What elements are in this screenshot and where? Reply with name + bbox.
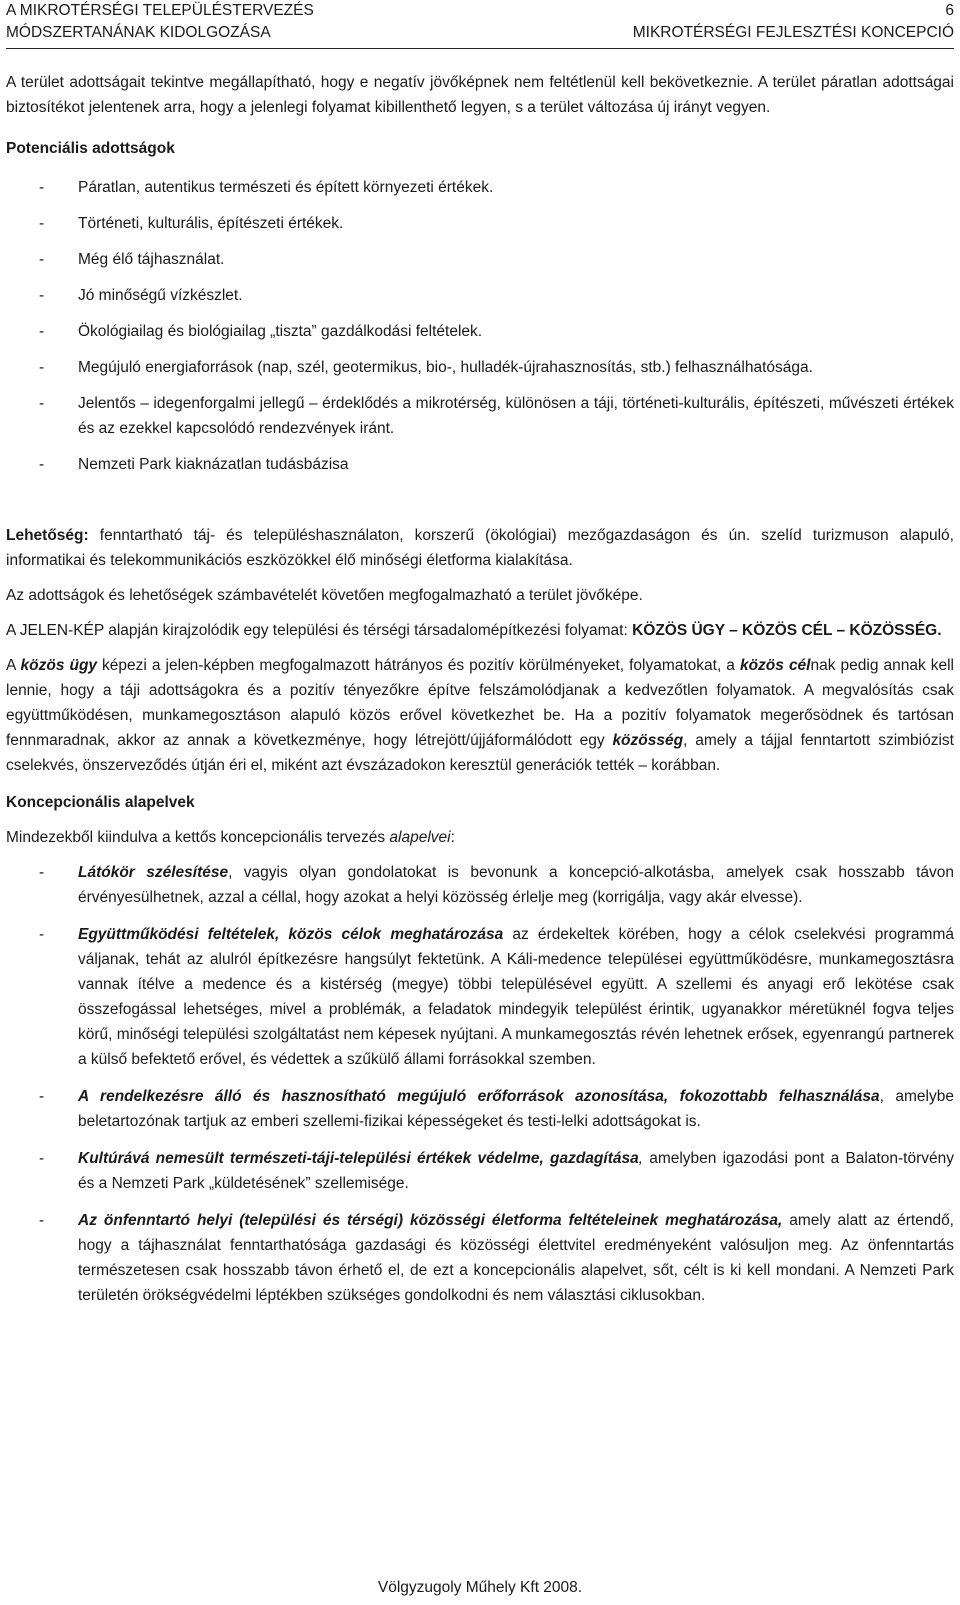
dash-bullet: - (39, 251, 45, 268)
principle-title: A rendelkezésre álló és hasznosítható megújuló erőforrások azonosítása, fokozottabb felhasználása (78, 1088, 880, 1105)
principle-item (6, 1146, 954, 1196)
cel-term: cél (788, 657, 811, 674)
principle-text: , amelybe beletartozónak tartjuk az emberi szellemi-fizikai képességeket és testi-lelki adottságokat is. (78, 1088, 954, 1130)
list-item (6, 355, 954, 380)
opportunity-text: fenntartható táj- és településhasználaton, korszerű (ökológiai) mezőgazdaságon és ún. szelíd turizmuson alapuló, informatikai és telekommunikációs eszközökkel élő minőségi életforma kialakítása. (6, 527, 954, 569)
dash-bullet: - (39, 323, 45, 340)
list-item (6, 391, 954, 441)
list-item-text: Jelentős – idegenforgalmi jellegű – érdeklődés a mikrotérség, különösen a táji, történeti-kulturális, építészeti, művészeti értékek és az ezekkel kapcsolódó rendezvények iránt. (78, 395, 954, 437)
dash-bullet: - (39, 395, 45, 412)
header-title-line2: MÓDSZERTANÁNAK KIDOLGOZÁSA (6, 24, 271, 41)
header-concept-title: MIKROTÉRSÉGI FEJLESZTÉSI KONCEPCIÓ (632, 24, 954, 41)
principles-intro (6, 825, 954, 850)
dash-bullet: - (39, 215, 45, 232)
dash-bullet: - (39, 1088, 45, 1105)
principle-title: Kultúrává nemesült természeti-táji-települési értékek védelme, gazdagítása (78, 1150, 639, 1167)
dash-bullet: - (39, 456, 45, 473)
principle-item (6, 922, 954, 1072)
dash-bullet: - (39, 926, 45, 943)
page-header (6, 0, 954, 49)
vision-paragraph: Az adottságok és lehetőségek számbavételét követően megfogalmazható a terület jövőképe. (6, 587, 643, 604)
dash-bullet: - (39, 359, 45, 376)
text-run: nak pedig annak kell lennie, hogy a táji adottságokra és a pozitív tényezőkre építve felszámolódjanak a kedvezőtlen folyamatok. A megvalósítás csak együttműködésen, munkamegosztáson alapuló közös erővel következhet be. Ha a pozitív folyamatok megerősödnek és tartósan fennmaradnak, akkor az annak a következménye, hogy létrejött/újjáformálódott egy (6, 657, 954, 749)
list-item (6, 247, 954, 272)
kozosseg-term: közösség (612, 732, 684, 749)
dash-bullet: - (39, 179, 45, 196)
principles-list (6, 860, 954, 1308)
text-run: , amely a tájjal fenntartott szimbiózist cselekvés, önszerveződés útján éri el, miként azt évszázadokon keresztül generációk tették – korábban. (6, 732, 954, 774)
principle-title: Látókör szélesítése (78, 864, 229, 881)
principle-text: amely alatt az értendő, hogy a tájhasználat fenntarthatósága gazdasági és közösségi élettvitel eredményeként valósuljon meg. Az önfenntartás természetesen csak hosszabb távon érhető el, de ezt a koncepcionális alapelvet, sőt, célt is ki kell mondani. A Nemzeti Park területén örökségvédelmi léptékben szükséges gondolkodni és nem választási ciklusokban. (78, 1212, 954, 1304)
principle-text: , vagyis olyan gondolatokat is bevonunk a koncepció-alkotásba, amelyek csak hosszabb távon érvényesülhetnek, azzal a céllal, hogy azokat a helyi közösség érlelje meg (korrigálja, vagy akár elvesse). (78, 864, 954, 906)
potential-heading: Potenciális adottságok (6, 140, 175, 157)
list-item (6, 452, 954, 477)
page-body (6, 70, 954, 1308)
list-item-text: Történeti, kulturális, építészeti értékek. (78, 215, 344, 232)
list-item (6, 319, 954, 344)
jelen-kep-text: A JELEN-KÉP alapján kirajzolódik egy települési és térségi társadalomépítkezési folyamat: (6, 622, 633, 639)
principle-item (6, 1084, 954, 1134)
principle-item (6, 860, 954, 910)
principles-intro-italic: alapelvei (389, 829, 451, 846)
opportunity-paragraph (6, 523, 954, 573)
list-item-text: Még élő tájhasználat. (78, 251, 225, 268)
page-number: 6 (945, 2, 954, 19)
list-item (6, 211, 954, 236)
dash-bullet: - (39, 1212, 45, 1229)
list-item (6, 175, 954, 200)
jelen-kep-paragraph (6, 618, 954, 643)
list-item-text: Nemzeti Park kiaknázatlan tudásbázisa (78, 456, 349, 473)
list-item-text: Páratlan, autentikus természeti és épített környezeti értékek. (78, 179, 494, 196)
dash-bullet: - (39, 864, 45, 881)
kozos-ugy-term: közös ügy (20, 657, 98, 674)
header-title-line1: A MIKROTÉRSÉGI TELEPÜLÉSTERVEZÉS (6, 2, 314, 19)
principle-comma: , (638, 1150, 644, 1167)
potential-list (6, 175, 954, 477)
list-item-text: Jó minőségű vízkészlet. (78, 287, 243, 304)
principle-item (6, 1208, 954, 1308)
text-run: A (6, 657, 21, 674)
principle-title: Együttműködési feltételek, közös célok meghatározása (78, 926, 504, 943)
list-item-text: Ökológiailag és biológiailag „tiszta” gazdálkodási feltételek. (78, 323, 483, 340)
principle-text: az érdekeltek körében, hogy a célok cselekvési programmá váljanak, tehát az alulról építkezésre hangsúlyt fektetünk. A Káli-medence települései együttműködésre, munkamegosztásra vannak ítélve a medence és a kistérség (megye) többi településével együtt. A szellemi és anyagi erő lekötése csak összefogással lehetséges, mivel a problémák, a feladatok mindegyik települést érintik, ugyanakkor méretüknél fogva teljes körű, minőségi települési szolgáltatást nem képesek nyújtani. A munkamegosztás révén lehetnek erősek, egyenrangú partnerek a külső befektető erővel, és védettek a szűkülő állami forrásokkal szemben. (78, 926, 954, 1068)
principle-title: Az önfenntartó helyi (települési és térségi) közösségi életforma feltételeinek meghatározása, (78, 1212, 783, 1229)
intro-paragraph: A terület adottságait tekintve megállapítható, hogy e negatív jövőképnek nem feltétlenül kell bekövetkeznie. A terület páratlan adottságai biztosítékot jelentenek arra, hogy a jelenlegi folyamat kibillenthető legyen, s a terület változása új irányt vegyen. (6, 74, 954, 116)
text-run: képezi a jelen-képben megfogalmazott hátrányos és pozitív körülményeket, folyamatokat, a (97, 657, 740, 674)
text-run: Mindezekből kiindulva a kettős koncepcionális tervezés (6, 829, 390, 846)
kozos-term: közös (739, 657, 784, 674)
common-cause-paragraph (6, 653, 954, 778)
list-item (6, 283, 954, 308)
dash-bullet: - (39, 287, 45, 304)
dash-bullet: - (39, 1150, 45, 1167)
principles-heading: Koncepcionális alapelvek (6, 794, 195, 811)
text-run: : (450, 829, 455, 846)
list-item-text: Megújuló energiaforrások (nap, szél, geotermikus, bio-, hulladék-újrahasznosítás, stb.) felhasználhatósága. (78, 359, 813, 376)
opportunity-label: Lehetőség: (6, 527, 89, 544)
jelen-kep-motto: KÖZÖS ÜGY – KÖZÖS CÉL – KÖZÖSSÉG. (632, 622, 942, 639)
page-footer: Völgyzugoly Műhely Kft 2008. (377, 1579, 583, 1596)
principle-text: amelyben igazodási pont a Balaton-törvény és a Nemzeti Park „küldetésének” szellemisége. (78, 1150, 954, 1192)
